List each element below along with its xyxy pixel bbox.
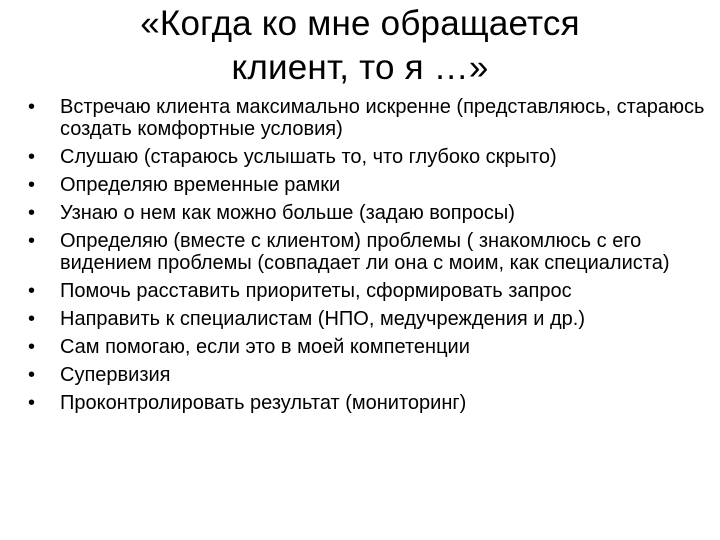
bullet-dot-icon: • bbox=[28, 336, 36, 358]
bullet-text: Встречаю клиента максимально искренне (представляюсь, стараюсь создать комфортные условия) bbox=[60, 96, 705, 140]
bullet-item bbox=[28, 336, 708, 358]
bullet-dot-icon: • bbox=[28, 202, 36, 224]
bullet-text: Определяю временные рамки bbox=[60, 174, 341, 196]
bullet-text: Помочь расставить приоритеты, сформировать запрос bbox=[60, 280, 572, 302]
bullet-dot-icon: • bbox=[28, 280, 36, 302]
title-line-1: «Когда ко мне обращается bbox=[140, 4, 580, 43]
bullet-item bbox=[28, 308, 708, 330]
bullet-item bbox=[28, 392, 708, 414]
bullet-dot-icon: • bbox=[28, 174, 36, 196]
bullet-item bbox=[28, 96, 708, 140]
bullet-text: Супервизия bbox=[60, 364, 171, 386]
title-line-2: клиент, то я …» bbox=[231, 48, 489, 87]
bullet-item bbox=[28, 202, 708, 224]
bullet-text: Проконтролировать результат (мониторинг) bbox=[60, 392, 467, 414]
bullet-item bbox=[28, 174, 708, 196]
bullet-list bbox=[28, 96, 708, 420]
bullet-dot-icon: • bbox=[28, 146, 36, 168]
bullet-dot-icon: • bbox=[28, 230, 36, 252]
bullet-text: Направить к специалистам (НПО, медучреждения и др.) bbox=[60, 308, 585, 330]
bullet-item bbox=[28, 364, 708, 386]
bullet-item bbox=[28, 146, 708, 168]
bullet-text: Узнаю о нем как можно больше (задаю вопросы) bbox=[60, 202, 515, 224]
bullet-dot-icon: • bbox=[28, 364, 36, 386]
bullet-item bbox=[28, 280, 708, 302]
slide-title bbox=[100, 2, 620, 90]
bullet-item bbox=[28, 230, 708, 274]
bullet-dot-icon: • bbox=[28, 392, 36, 414]
bullet-text: Сам помогаю, если это в моей компетенции bbox=[60, 336, 470, 358]
bullet-text: Слушаю (стараюсь услышать то, что глубоко скрыто) bbox=[60, 146, 557, 168]
bullet-dot-icon: • bbox=[28, 308, 36, 330]
bullet-text: Определяю (вместе с клиентом) проблемы ( знакомлюсь с его видением проблемы (совпадает ли она с моим, как специалиста) bbox=[60, 230, 670, 274]
bullet-dot-icon: • bbox=[28, 96, 36, 118]
